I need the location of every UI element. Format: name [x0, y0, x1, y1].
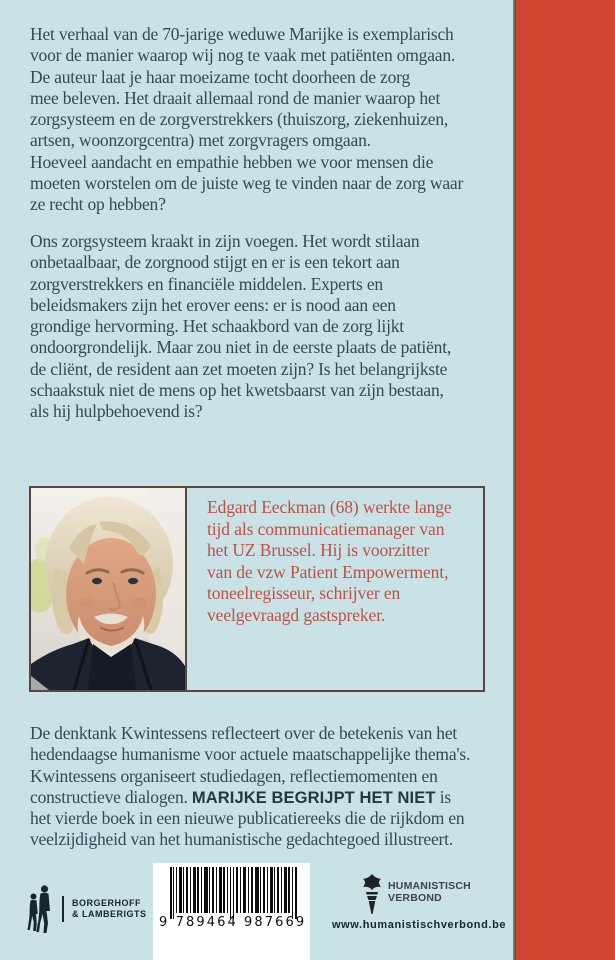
blurb-line: ze recht op hebben? [30, 194, 166, 215]
organization-name-line1: HUMANISTISCH [388, 880, 471, 892]
book-title-inline: MARIJKE BEGRIJPT HET NIET [191, 788, 436, 807]
blurb-line: Het verhaal van de 70-jarige weduwe Marijke is exemplarisch [30, 24, 454, 44]
blurb-line: schaakstuk niet de mens op het kwetsbaarst van zijn bestaan, [30, 380, 444, 401]
blurb-line: Hoeveel aandacht en empathie hebben we voor mensen die [30, 151, 434, 172]
series-note-text: constructieve dialogen. [30, 786, 192, 807]
blurb-line: hedendaagse humanisme voor actuele maatschappelijke thema's. [30, 744, 471, 765]
blurb-line: zorgsysteem en de zorgverstrekkers (thuiszorg, ziekenhuizen, [30, 109, 449, 130]
blurb-line-with-title [30, 787, 470, 808]
publisher-logo-walking-figures-icon [27, 884, 53, 934]
blurb-line: onbetaalbaar, de zorgnood stijgt en er is een tekort aan [30, 252, 400, 273]
author-bio-line: toneelregisseur, schrijver en [207, 583, 401, 604]
organization-name [388, 881, 471, 904]
red-edge-strip [516, 0, 615, 960]
author-bio-line: tijd als communicatiemanager van [207, 518, 445, 539]
blurb-line: artsen, woonzorgcentra) met zorgvragers omgaan. [30, 130, 371, 151]
blurb-line: De auteur laat je haar moeizame tocht doorheen de zorg [30, 66, 411, 87]
author-portrait-illustration [31, 488, 185, 690]
blurb-line: de cliënt, de resident aan zet moeten zijn? Is het belangrijkste [30, 358, 448, 379]
organization-name-line2: VERBOND [388, 891, 442, 904]
blurb-line: mee beleven. Het draait allemaal rond de manier waarop het [30, 87, 441, 108]
blurb-paragraph-1 [30, 24, 463, 216]
author-bio-line: het UZ Brussel. Hij is voorzitter [207, 540, 430, 561]
author-bio [207, 497, 452, 627]
blurb-line: het vierde boek in een nieuwe publicatiereeks die de rijkdom en [30, 808, 465, 829]
author-info-box [29, 486, 485, 692]
series-note-paragraph [30, 723, 470, 851]
author-bio-line: Edgard Eeckman (68) werkte lange [207, 497, 452, 517]
author-portrait-photo [31, 488, 187, 690]
blurb-line: zorgverstrekkers en financiële middelen. Experts en [30, 273, 383, 294]
publisher-name [72, 898, 147, 920]
blurb-line: veelzijdigheid van het humanistische gedachtegoed illustreert. [30, 829, 454, 850]
blurb-paragraph-2 [30, 231, 451, 423]
isbn-barcode [153, 863, 310, 960]
publisher-name-line2: & LAMBERIGTS [72, 908, 147, 919]
publisher-logo-divider [62, 896, 64, 922]
blurb-line: Ons zorgsysteem kraakt in zijn voegen. Het wordt stilaan [30, 231, 420, 251]
blurb-line: als hij hulpbehoevend is? [30, 401, 203, 422]
blurb-line: grondige hervorming. Het schaakbord van de zorg lijkt [30, 316, 404, 337]
blurb-line: De denktank Kwintessens reflecteert over de betekenis van het [30, 723, 458, 743]
torch-icon [360, 874, 384, 914]
blurb-line: beleidsmakers zijn het erover eens: er is nood aan een [30, 294, 396, 315]
author-bio-line: veelgevraagd gastspreker. [207, 604, 386, 625]
isbn-number: 9 789464 987669 [159, 915, 307, 930]
series-note-text: is [435, 786, 451, 807]
blurb-line: Kwintessens organiseert studiedagen, reflectiemomenten en [30, 765, 438, 786]
blurb-line: voor de manier waarop wij nog te vaak met patiënten omgaan. [30, 45, 456, 66]
organization-website: www.humanistischverbond.be [332, 919, 507, 931]
blurb-line: ondoorgrondelijk. Maar zou niet in de eerste plaats de patiënt, [30, 337, 452, 358]
author-bio-line: van de vzw Patient Empowerment, [207, 561, 449, 582]
publisher-name-line1: BORGERHOFF [72, 898, 141, 908]
blurb-line: moeten worstelen om de juiste weg te vinden naar de zorg waar [30, 173, 464, 194]
